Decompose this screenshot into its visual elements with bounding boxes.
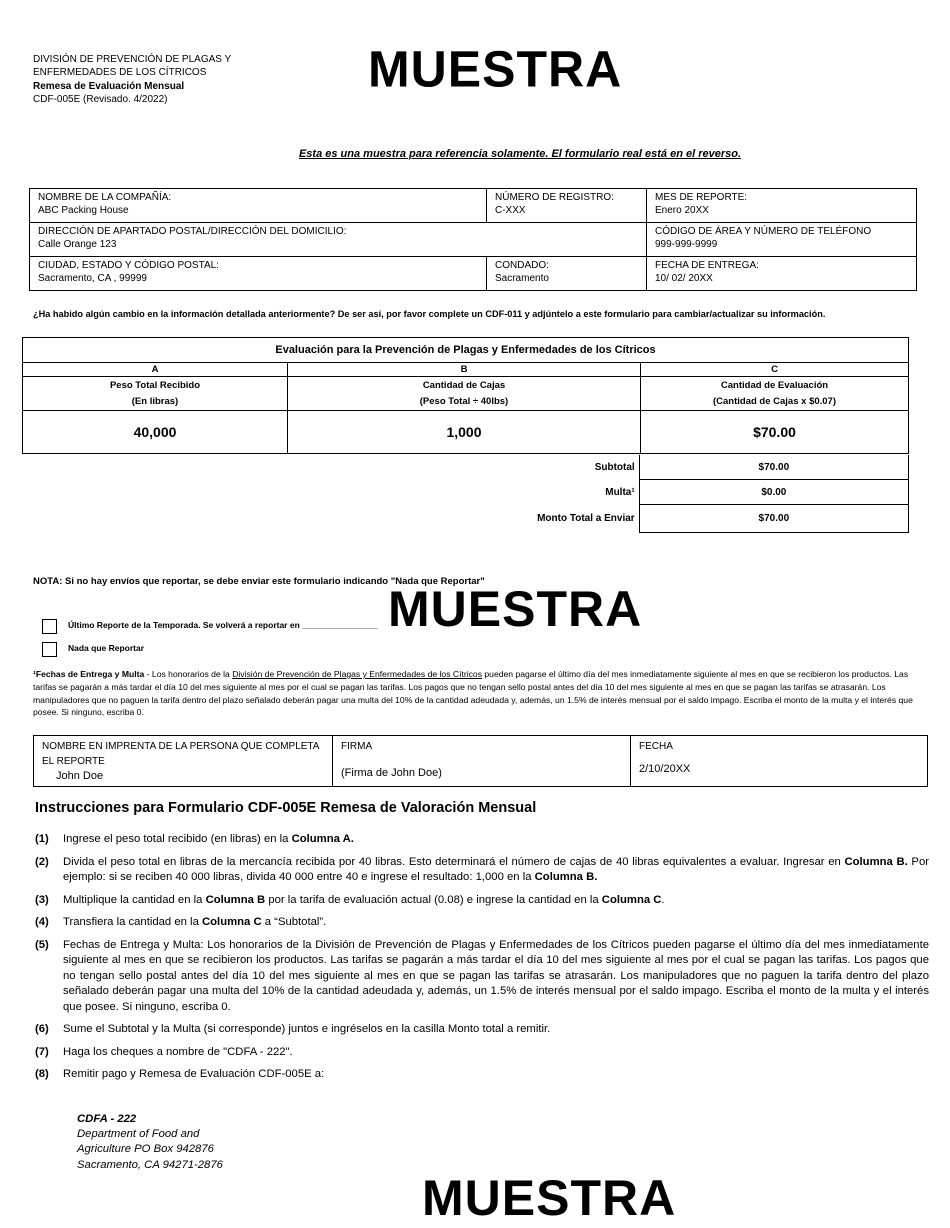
- registration-label: NÚMERO DE REGISTRO:: [495, 192, 614, 203]
- address-value: Calle Orange 123: [38, 239, 117, 250]
- division-line-2: ENFERMEDADES DE LOS CÍTRICOS: [33, 67, 207, 79]
- date-label: FECHA: [639, 741, 673, 752]
- step-number: (6): [35, 1023, 49, 1035]
- signature-cell[interactable]: [333, 736, 631, 787]
- report-month-cell[interactable]: [647, 189, 917, 223]
- preparer-name-cell[interactable]: [34, 736, 333, 787]
- remit-address-line1: CDFA - 222: [77, 1113, 137, 1125]
- step-3-text-a: Multiplique la cantidad en la: [63, 893, 206, 906]
- total-remit-label: Monto Total a Enviar: [22, 505, 639, 533]
- step-2-column-a: Columna B.: [844, 855, 908, 868]
- instructions-title: Instrucciones para Formulario CDF-005E Remesa de Valoración Mensual: [35, 800, 537, 816]
- preparer-name-value: John Doe: [56, 770, 104, 782]
- last-report-label: Último Reporte de la Temporada. Se volverá a reportar en ________________: [68, 620, 378, 630]
- date-value: 2/10/20XX: [639, 763, 691, 775]
- instruction-step: [35, 893, 929, 909]
- instruction-step: [35, 915, 929, 931]
- due-date-cell[interactable]: [647, 257, 917, 291]
- footnote-division-link: División de Prevención de Plagas y Enfermedades de los Cítricos: [232, 669, 483, 679]
- totals-table: [22, 455, 909, 533]
- subtotal-value[interactable]: $70.00: [639, 455, 908, 480]
- evaluation-title: Evaluación para la Prevención de Plagas y Enfermedades de los Cítricos: [23, 338, 909, 363]
- step-text: [63, 855, 929, 886]
- report-month-value: Enero 20XX: [655, 205, 709, 216]
- subtotal-label: Subtotal: [22, 455, 639, 480]
- column-c-header-line2: (Cantidad de Cajas x $0.07): [712, 395, 837, 407]
- penalty-label: Multa¹: [22, 480, 639, 505]
- step-text: [63, 893, 929, 909]
- step-number: (7): [35, 1045, 49, 1058]
- phone-cell[interactable]: [647, 223, 917, 257]
- column-c-header-line1: Cantidad de Evaluación: [720, 379, 829, 391]
- remit-address-line3: Agriculture PO Box 942876: [77, 1143, 214, 1156]
- muestra-watermark-bottom: MUESTRA: [422, 1170, 677, 1226]
- muestra-watermark-top: MUESTRA: [368, 40, 623, 98]
- step-2-text-b: Por ejemplo: si se reciben 40 000 libras, divida 40 000 entre 40 e ingrese el resultado: 1,000 en la: [63, 855, 930, 883]
- step-number: (2): [35, 855, 49, 868]
- county-cell[interactable]: [487, 257, 647, 291]
- remit-address: [77, 1112, 223, 1173]
- due-date-value: 10/ 02/ 20XX: [655, 273, 713, 284]
- form-header: [33, 53, 231, 106]
- step-number: (5): [35, 938, 49, 951]
- instruction-step: [35, 832, 929, 848]
- phone-label: CÓDIGO DE ÁREA Y NÚMERO DE TELÉFONO: [655, 226, 872, 237]
- date-cell[interactable]: [631, 736, 928, 787]
- registration-value: C-XXX: [495, 205, 526, 216]
- step-2-column-b: Columna B.: [534, 871, 598, 883]
- sample-disclaimer: Esta es una muestra para referencia solamente. El formulario real está en el reverso.: [298, 148, 742, 160]
- step-number: (3): [35, 893, 49, 906]
- nothing-to-report-note: NOTA: Si no hay envíos que reportar, se debe enviar este formulario indicando "Nada que Reportar": [33, 576, 485, 587]
- step-text: Fechas de Entrega y Multa: Los honorarios de la División de Prevención de Plagas y Enfermedades de los Cítricos pueden pagarse el último día del mes inmediatamente siguiente al mes en que se recibieron los productos. Las tarifas se pagarán a más tardar el día 10 del mes siguiente al mes por el cual se pagan las tarifas. Los pagos que no tengan sello postal antes del día 10 del mes siguiente al mes en que se pagan las tarifas se atrasarán. Los manipuladores que no paguen la tarifa dentro del plazo señalado deberán pagar una multa del 10% de la cantidad adeudada y, además, un 1.5% de interés mensual por el saldo impago. Escriba el monto de la multa y el interés que posee. Si ninguno, escriba 0.: [63, 938, 929, 1013]
- county-value: Sacramento: [495, 273, 549, 284]
- step-text: Haga los cheques a nombre de "CDFA - 222".: [63, 1045, 293, 1058]
- signature-label: FIRMA: [341, 741, 373, 752]
- instruction-step: [35, 938, 929, 1016]
- report-month-label: MES DE REPORTE:: [655, 192, 748, 203]
- company-name-label: NOMBRE DE LA COMPAÑÍA:: [38, 192, 172, 203]
- remit-address-line4: Sacramento, CA 94271-2876: [77, 1158, 223, 1171]
- instruction-step: [35, 855, 929, 886]
- step-text: [63, 915, 929, 931]
- due-date-label: FECHA DE ENTREGA:: [655, 260, 759, 271]
- footnote-title: ¹Fechas de Entrega y Multa: [33, 669, 145, 679]
- assessment-amount-value[interactable]: $70.00: [641, 411, 909, 454]
- column-c-letter: C: [641, 363, 909, 377]
- step-text: Sume el Subtotal y la Multa (si corresponde) juntos e ingréselos en la casilla Monto total a remitir.: [63, 1023, 551, 1035]
- column-a-header-line2: (En libras): [131, 395, 179, 407]
- column-b-header-line2: (Peso Total ÷ 40lbs): [419, 395, 509, 407]
- column-b-header: [288, 377, 641, 411]
- city-cell[interactable]: [30, 257, 487, 291]
- column-a-header-line1: Peso Total Recibido: [109, 379, 201, 391]
- city-label: CIUDAD, ESTADO Y CÓDIGO POSTAL:: [38, 260, 219, 271]
- last-report-checkbox[interactable]: [42, 619, 57, 634]
- step-3-column-c: Columna C: [601, 893, 662, 906]
- step-4-column-c: Columna C: [202, 916, 262, 928]
- footnote-pre: - Los honorarios de la: [144, 669, 233, 679]
- company-info-table: [29, 188, 917, 291]
- step-4-text-a: Transfiera la cantidad en la: [63, 916, 202, 928]
- city-value: Sacramento, CA , 99999: [38, 273, 147, 284]
- step-3-text-c: .: [661, 893, 665, 906]
- signature-table: [33, 735, 928, 787]
- nothing-to-report-checkbox[interactable]: [42, 642, 57, 657]
- evaluation-table: [22, 337, 909, 454]
- company-name-cell[interactable]: [30, 189, 487, 223]
- step-1-column: Columna A.: [291, 833, 354, 845]
- step-3-text-b: por la tarifa de evaluación actual (0.08) e ingrese la cantidad en la: [265, 893, 602, 906]
- instruction-step: [35, 1022, 929, 1038]
- change-info-question: ¿Ha habido algún cambio en la información detallada anteriormente? De ser así, por favor complete un CDF-011 y adjúntelo a este formulario para cambiar/actualizar su información.: [33, 309, 826, 319]
- step-3-column-b: Columna B: [205, 893, 266, 906]
- company-name-value: ABC Packing House: [38, 205, 129, 216]
- instruction-step: [35, 1045, 929, 1061]
- total-remit-value[interactable]: $70.00: [639, 505, 908, 533]
- column-a-header: [23, 377, 288, 411]
- total-weight-value[interactable]: 40,000: [23, 411, 288, 454]
- nothing-to-report-label: Nada que Reportar: [68, 643, 145, 653]
- column-b-header-line1: Cantidad de Cajas: [422, 379, 506, 391]
- phone-value: 999-999-9999: [655, 239, 718, 250]
- muestra-watermark-middle: MUESTRA: [388, 581, 643, 637]
- penalty-value[interactable]: $0.00: [639, 480, 908, 505]
- step-4-text-b: a “Subtotal”.: [261, 916, 327, 928]
- remit-address-line2: Department of Food and: [77, 1128, 200, 1141]
- step-text: [63, 832, 929, 848]
- column-b-letter: B: [288, 363, 641, 377]
- column-a-letter: A: [23, 363, 288, 377]
- address-label: DIRECCIÓN DE APARTADO POSTAL/DIRECCIÓN DEL DOMICILIO:: [38, 226, 347, 237]
- preparer-name-label: NOMBRE EN IMPRENTA DE LA PERSONA QUE COMPLETA EL REPORTE: [42, 741, 319, 767]
- address-cell[interactable]: [30, 223, 647, 257]
- step-1-text: Ingrese el peso total recibido (en libras) en la: [63, 833, 292, 845]
- instruction-step: [35, 1067, 929, 1083]
- form-title: Remesa de Evaluación Mensual: [33, 80, 185, 92]
- form-number: CDF-005E (Revisado. 4/2022): [33, 93, 168, 105]
- signature-value: (Firma de John Doe): [341, 767, 442, 779]
- registration-cell[interactable]: [487, 189, 647, 223]
- step-text: Remitir pago y Remesa de Evaluación CDF-005E a:: [63, 1068, 325, 1080]
- county-label: CONDADO:: [495, 260, 549, 271]
- instructions-list: [35, 832, 929, 1090]
- step-number: (1): [35, 833, 49, 845]
- division-line-1: DIVISIÓN DE PREVENCIÓN DE PLAGAS Y: [33, 54, 232, 65]
- footnote-body: pueden pagarse el último día del mes inmediatamente siguiente al mes en que se recibieron los productos. Las tarifas se pagarán a más tardar el día 10 del mes siguiente al mes por el cual se pagan las tarifas. Los pagos que no tengan sello postal antes del día 10 del mes siguiente al mes en que se pagan las tarifas se atrasarán. Los manipuladores que no paguen la tarifa dentro del plazo señalado deberán pagar una multa del 10% de la cantidad adeudada y, además, un 1.5% de interés mensual por el saldo impago. Escriba el monto de la multa y el interés que posee. Si ninguno, escriba 0.: [33, 669, 913, 718]
- step-number: (8): [35, 1068, 49, 1080]
- step-2-text-a: Divida el peso total en libras de la mercancía recibida por 40 libras. Esto determinará el número de cajas de 40 libras equivalentes a evaluar. Ingresar en: [63, 855, 845, 868]
- column-c-header: [641, 377, 909, 411]
- due-dates-footnote: [33, 668, 918, 719]
- carton-count-value[interactable]: 1,000: [288, 411, 641, 454]
- step-number: (4): [35, 916, 49, 928]
